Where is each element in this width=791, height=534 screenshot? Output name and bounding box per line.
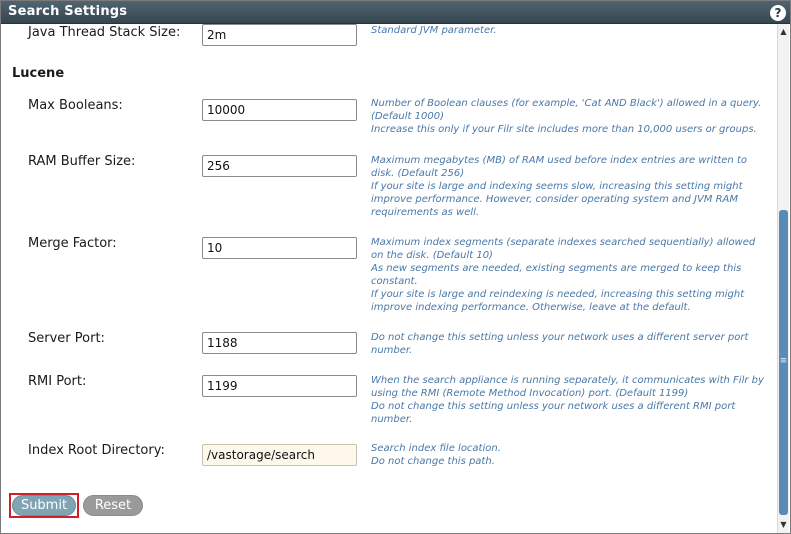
server-port-input[interactable]	[202, 332, 357, 354]
server-port-label: Server Port:	[28, 331, 105, 346]
help-line: Search index file location.	[371, 443, 501, 454]
settings-form	[1, 24, 778, 533]
help-line: Increase this only if your Filr site includes more than 10,000 users or groups.	[371, 124, 757, 135]
rmi-port-label: RMI Port:	[28, 374, 87, 389]
index-root-directory-input[interactable]	[202, 444, 357, 466]
ram-buffer-size-input[interactable]	[202, 155, 357, 177]
java-thread-stack-size-label: Java Thread Stack Size:	[28, 25, 181, 40]
index-root-directory-label: Index Root Directory:	[28, 443, 165, 458]
help-line: Number of Boolean clauses (for example, 'Cat AND Black') allowed in a query. (Default 1000)	[371, 98, 762, 122]
max-booleans-help	[371, 97, 766, 136]
help-line: If your site is large and reindexing is needed, increasing this setting might improve indexing performance. Otherwise, leave at the default.	[371, 289, 745, 313]
ram-buffer-size-label: RAM Buffer Size:	[28, 154, 136, 169]
scrollbar-thumb[interactable]	[779, 210, 788, 515]
help-line: Maximum index segments (separate indexes searched sequentially) allowed on the disk. (Default 10)	[371, 237, 756, 261]
help-line: Do not change this setting unless your network uses a different server port number.	[371, 332, 749, 356]
dialog-title: Search Settings	[8, 4, 128, 19]
index-root-directory-help	[371, 442, 766, 468]
lucene-section-title: Lucene	[12, 66, 65, 81]
ram-buffer-size-help	[371, 154, 766, 219]
vertical-scrollbar[interactable]	[777, 24, 789, 533]
reset-button[interactable]: Reset	[83, 495, 143, 516]
server-port-help	[371, 331, 766, 357]
help-line: Do not change this path.	[371, 456, 495, 467]
max-booleans-label: Max Booleans:	[28, 98, 123, 113]
scroll-down-arrow-icon[interactable]: ▼	[780, 520, 787, 529]
rmi-port-help	[371, 374, 766, 426]
help-icon[interactable]: ?	[770, 5, 786, 21]
merge-factor-label: Merge Factor:	[28, 236, 117, 251]
java-thread-stack-size-input[interactable]	[202, 24, 357, 46]
help-line: As new segments are needed, existing segments are merged to keep this constant.	[371, 263, 742, 287]
submit-button[interactable]: Submit	[12, 495, 76, 516]
help-line: Do not change this setting unless your network uses a different RMI port number.	[371, 401, 736, 425]
scroll-up-arrow-icon[interactable]: ▲	[780, 27, 787, 36]
help-line: When the search appliance is running separately, it communicates with Filr by using the RMI (Remote Method Invocation) port. (Default 1199)	[371, 375, 764, 399]
help-line: Maximum megabytes (MB) of RAM used before index entries are written to disk. (Default 256)	[371, 155, 747, 179]
merge-factor-input[interactable]	[202, 237, 357, 259]
max-booleans-input[interactable]	[202, 99, 357, 121]
scrollbar-grip-icon: ≡	[779, 356, 788, 366]
help-line: If your site is large and indexing seems slow, increasing this setting might improve performance. However, consider operating system and JVM RAM requirements as well.	[371, 181, 743, 218]
help-line: Standard JVM parameter.	[371, 25, 497, 36]
dialog-titlebar	[1, 1, 790, 24]
merge-factor-help	[371, 236, 766, 314]
java-thread-stack-size-help	[371, 24, 766, 37]
rmi-port-input[interactable]	[202, 375, 357, 397]
